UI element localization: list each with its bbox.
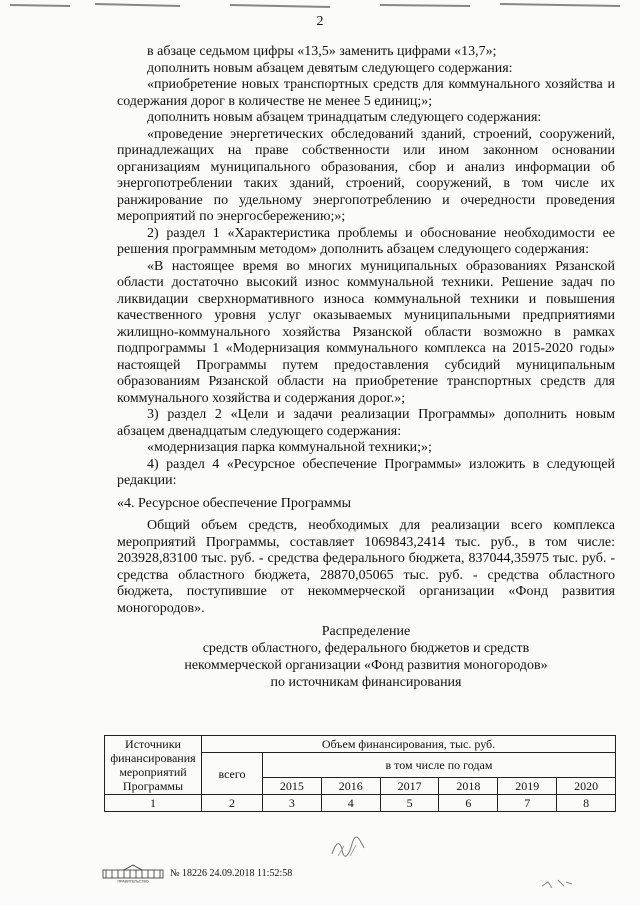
column-number: 2: [202, 795, 263, 812]
header-year: 2017: [380, 778, 439, 795]
header-year: 2020: [557, 778, 616, 795]
paragraph: «приобретение новых транспортных средств для коммунального хозяйства и содержания дорог в количестве не менее 5 единиц;»;: [117, 77, 615, 109]
financing-table: [104, 735, 616, 812]
header-volume: Объем финансирования, тыс. руб.: [202, 736, 616, 753]
column-number: 1: [105, 795, 202, 812]
stamp-caption: ПРАВИТЕЛЬСТВО: [117, 879, 149, 883]
section-heading: «4. Ресурсное обеспечение Программы: [117, 495, 352, 511]
header-year: 2018: [439, 778, 498, 795]
paragraph: 2) раздел 1 «Характеристика проблемы и обоснование необходимости ее решения программным методом» дополнить абзацем следующего содержания:: [117, 225, 615, 257]
paragraph: 4) раздел 4 «Ресурсное обеспечение Программы» изложить в следующей редакции:: [117, 456, 615, 488]
column-number: 3: [263, 795, 322, 812]
handwritten-mark: [330, 836, 366, 860]
column-number: 8: [557, 795, 616, 812]
header-year: 2016: [321, 778, 380, 795]
page-number: 2: [316, 14, 324, 29]
scan-smudge: [540, 876, 574, 892]
paragraph: «модернизация парка коммунальной техники;»;: [147, 440, 432, 455]
document-body: [117, 44, 615, 691]
column-number: 6: [439, 795, 498, 812]
doc-reference: № 18226 24.09.2018 11:52:58: [170, 867, 293, 879]
paragraph: 3) раздел 2 «Цели и задачи реализации Программы» дополнить новым абзацем двенадцатым следующего содержания:: [117, 407, 615, 439]
paragraph: дополнить новым абзацем тринадцатым следующего содержания:: [147, 110, 542, 125]
header-sources: Источники финансирования мероприятий Программы: [105, 736, 202, 795]
column-number: 7: [498, 795, 557, 812]
government-building-stamp-icon: [102, 863, 164, 883]
header-year: 2015: [263, 778, 322, 795]
caption-line: по источникам финансирования: [270, 675, 462, 690]
caption-line: средств областного, федерального бюджетов и средств: [202, 641, 530, 656]
paragraph: дополнить новым абзацем девятым следующего содержания:: [147, 60, 513, 76]
scan-top-edge-marks: [0, 0, 640, 12]
footer-registration: [102, 861, 292, 885]
header-total: всего: [202, 753, 263, 795]
caption-line: Распределение: [321, 624, 411, 639]
paragraph: «проведение энергетических обследований зданий, строений, сооружений, принадлежащих на праве собственности или ином законном основании организациям муниципального образования, сбор и анализ информации об энергопотреблении таких зданий, строений, сооружений, в том числе их ранжирование по удельному энергопотреблению и очередности проведения мероприятий по энергосбережению;»;: [117, 126, 615, 224]
table-caption: [117, 623, 615, 691]
column-number: 4: [321, 795, 380, 812]
header-by-years: в том числе по годам: [263, 753, 616, 778]
caption-line: некоммерческой организации «Фонд развития моногородов»: [184, 658, 548, 673]
paragraph: в абзаце седьмом цифры «13,5» заменить цифрами «13,7»;: [147, 44, 497, 59]
section-paragraph: Общий объем средств, необходимых для реализации всего комплекса мероприятий Программы, составляет 1069843,2414 тыс. руб., в том числе: 203928,83100 тыс. руб. - средства федерального бюджета, 837044,35975 тыс. руб. - средства областного бюджета, 28870,05065 тыс. руб. - средства областного бюджета, поступившие от некоммерческой организации «Фонд развития моногородов».: [117, 518, 615, 616]
column-number: 5: [380, 795, 439, 812]
paragraph: «В настоящее время во многих муниципальных образованиях Рязанской области достаточно высокий износ коммунальной техники. Решение задач по ликвидации сверхнормативного износа коммунальной техники и повышения качественного уровня услуг оказываемых муниципальными предприятиями жилищно-коммунального хозяйства Рязанской области возможно в рамках подпрограммы 1 «Модернизация коммунального комплекса на 2015-2020 годы» настоящей Программы путем предоставления субсидий муниципальным образованиям Рязанской области на приобретение транспортных средств для коммунального хозяйства и содержания дорог.»;: [117, 258, 615, 406]
header-year: 2019: [498, 778, 557, 795]
